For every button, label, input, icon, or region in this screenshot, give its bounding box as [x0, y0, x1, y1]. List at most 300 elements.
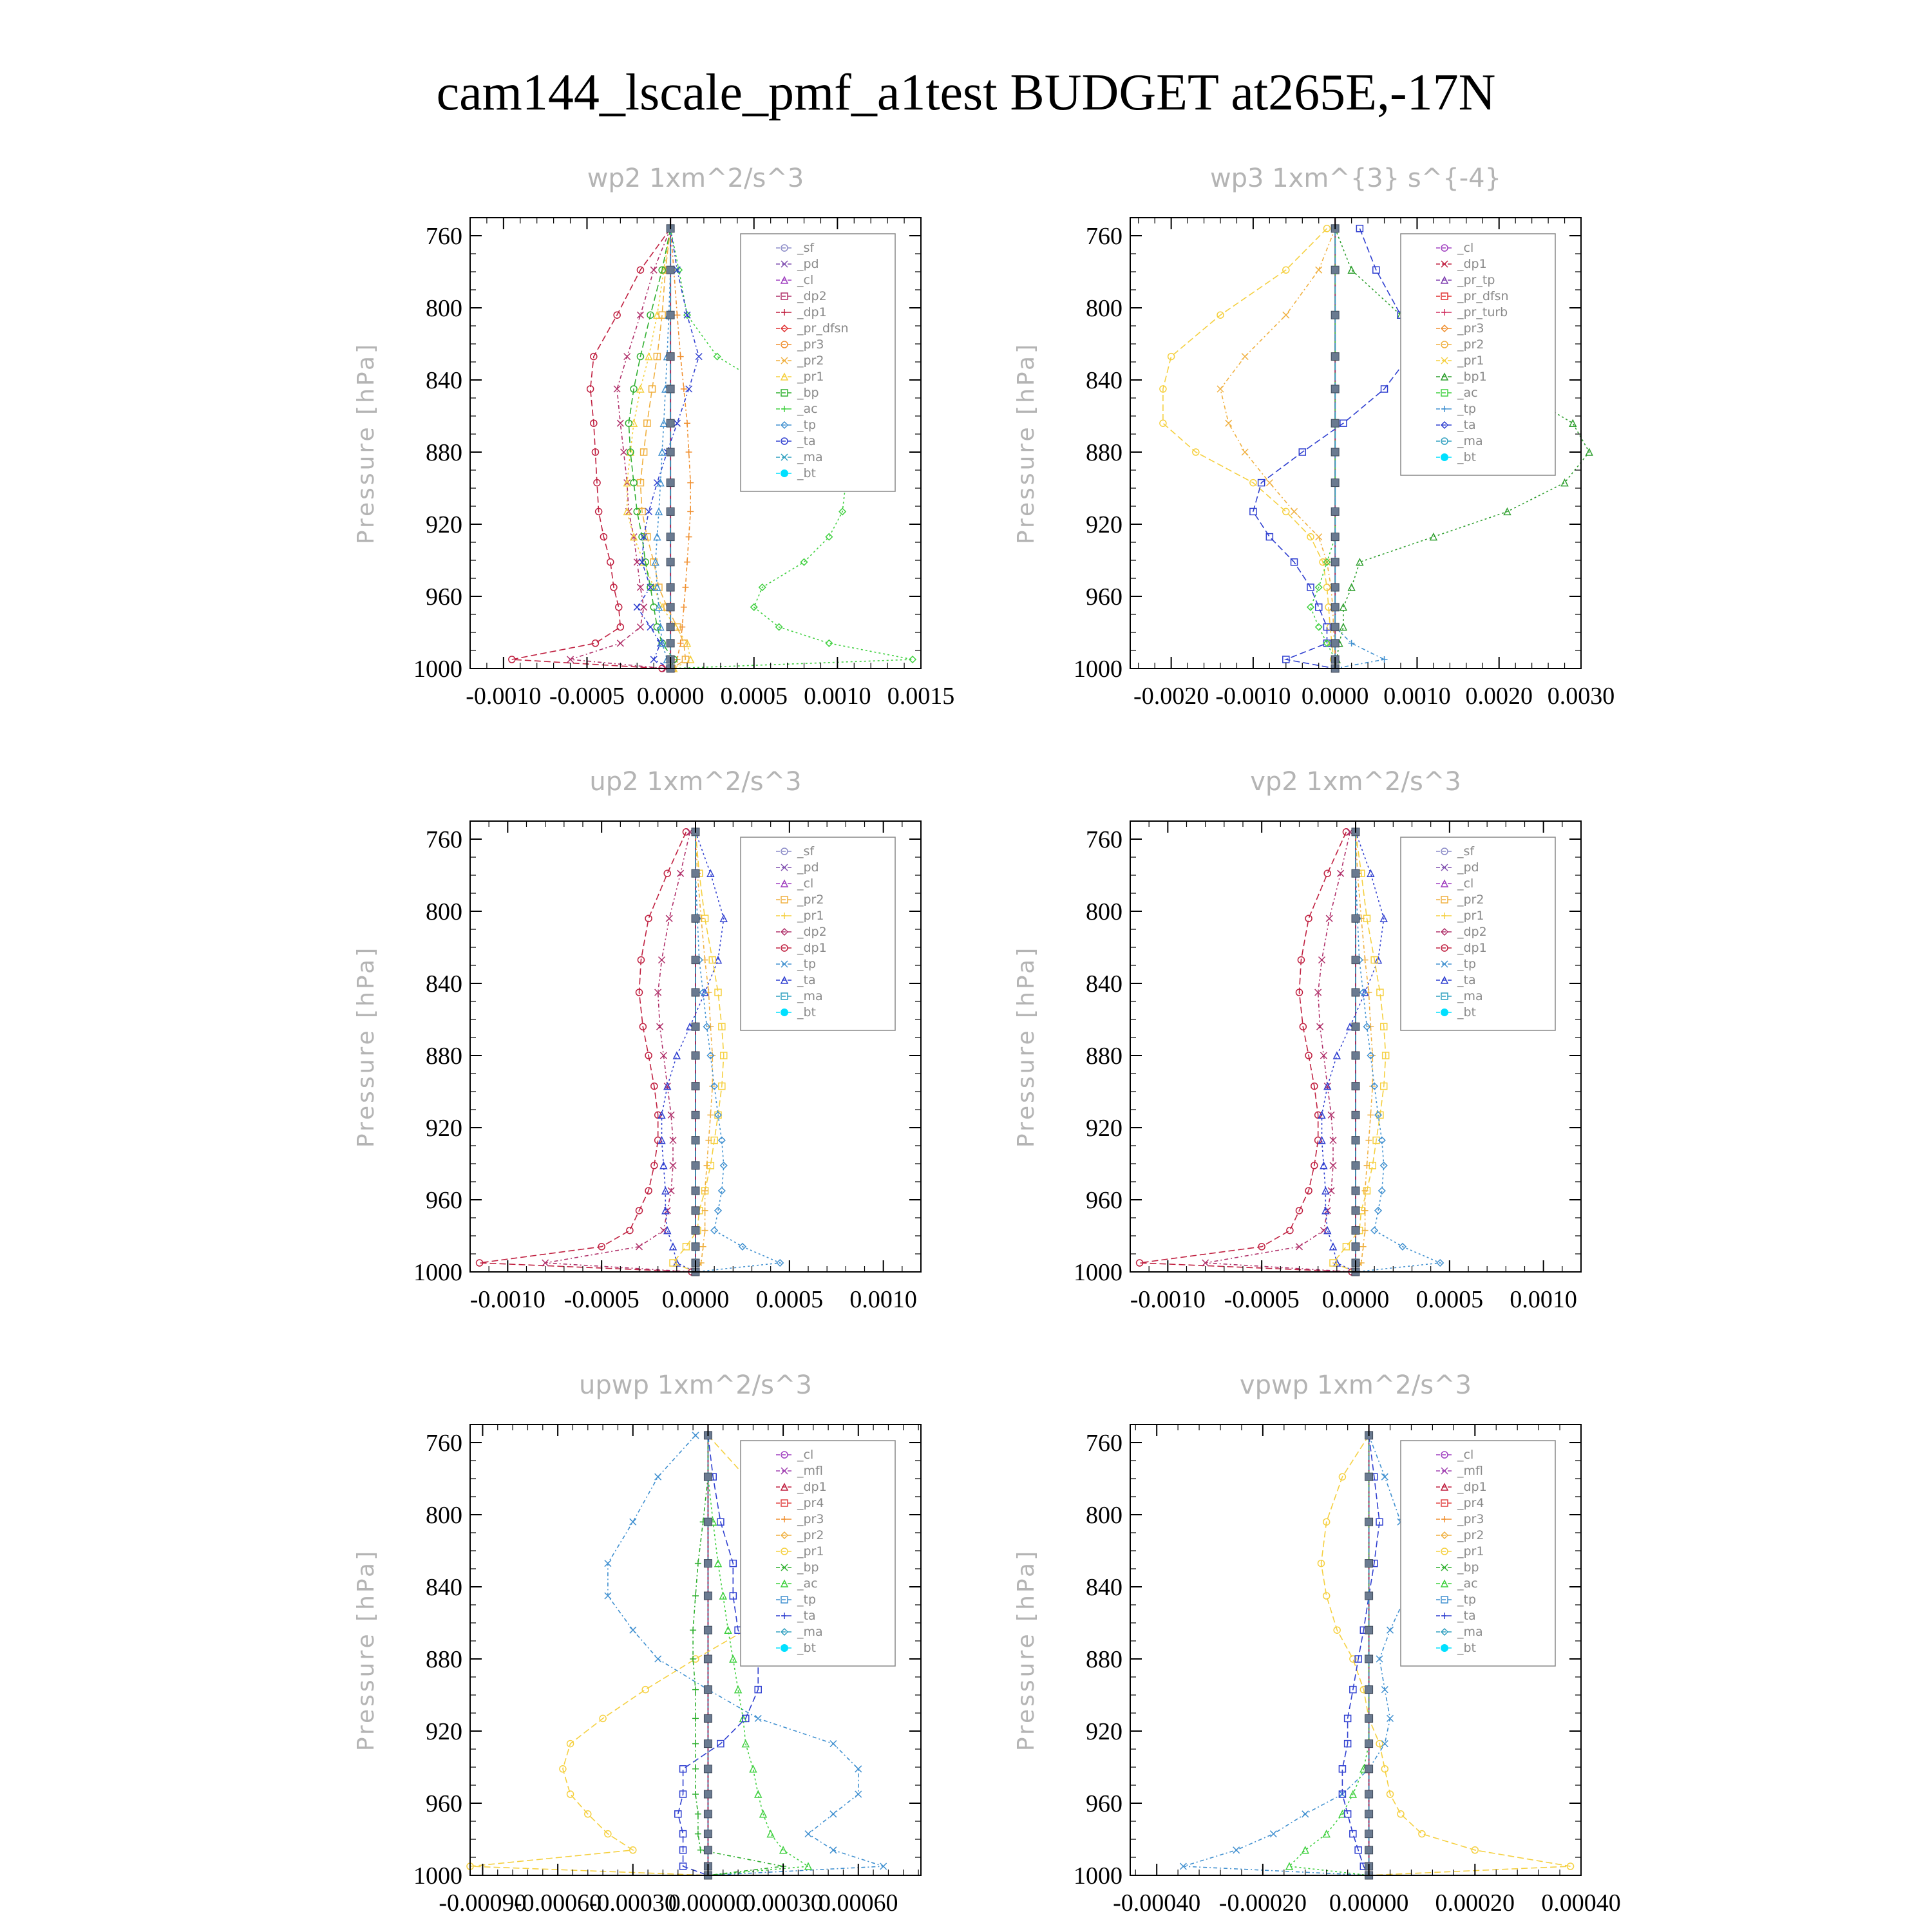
data-point: [1349, 584, 1355, 591]
y-tick-label: 1000: [413, 1862, 462, 1889]
legend-entry: _tp: [1457, 957, 1477, 971]
legend-entry: _cl: [797, 1448, 814, 1462]
y-tick-label: 840: [426, 971, 462, 998]
data-point: [674, 420, 680, 426]
legend: [1401, 234, 1555, 475]
y-tick-label: 1000: [413, 656, 462, 683]
data-point: [1331, 583, 1339, 591]
chart-panel-2: [1013, 164, 1615, 710]
data-point: [1397, 1811, 1404, 1817]
data-point: [1168, 354, 1175, 360]
y-axis-label: Pressure [hPa]: [1013, 945, 1039, 1148]
legend-entry: _ta: [797, 434, 816, 448]
y-tick-label: 920: [426, 511, 462, 538]
data-point: [1352, 1137, 1359, 1144]
legend-entry: _pr_dfsn: [797, 321, 849, 336]
data-point: [682, 584, 688, 591]
chart-panel-6: [1013, 1370, 1621, 1917]
x-tick-label: 0.0005: [755, 1286, 824, 1313]
data-point: [692, 1187, 699, 1195]
legend-entry: _dp2: [1457, 925, 1487, 939]
y-tick-label: 760: [426, 223, 462, 250]
data-point: [692, 1207, 699, 1215]
y-axis-label: Pressure [hPa]: [1013, 1548, 1039, 1752]
y-tick-label: 840: [1086, 971, 1122, 998]
data-point: [768, 1831, 774, 1837]
data-point: [1375, 957, 1381, 963]
data-point: [692, 1111, 699, 1119]
data-point: [1381, 1473, 1388, 1480]
data-point: [704, 1765, 712, 1773]
data-point: [667, 533, 674, 541]
y-tick-label: 880: [426, 1043, 462, 1070]
x-tick-label: 0.00020: [1435, 1889, 1515, 1917]
legend-entry: _cl: [797, 273, 814, 287]
x-tick-label: -0.0005: [564, 1286, 639, 1313]
data-point: [830, 1847, 837, 1853]
x-tick-label: 0.00040: [1541, 1889, 1621, 1917]
x-tick-label: 0.0000: [1321, 1286, 1390, 1313]
data-point: [1365, 1790, 1373, 1798]
data-point: [692, 914, 699, 922]
data-point: [1379, 1188, 1385, 1194]
legend-marker: [781, 1009, 788, 1016]
data-point: [1352, 1187, 1359, 1195]
data-point: [666, 915, 672, 922]
y-tick-label: 800: [426, 1502, 462, 1529]
x-tick-label: 0.00000: [668, 1889, 748, 1917]
data-point: [687, 508, 694, 515]
data-point: [1350, 1831, 1356, 1837]
series-dp1: [1137, 829, 1356, 1275]
chart-title: vp2 1xm^2/s^3: [1250, 767, 1461, 797]
data-point: [1352, 1227, 1359, 1235]
x-tick-label: 0.0000: [636, 683, 705, 710]
legend-entry: _pd: [1457, 860, 1479, 875]
data-point: [650, 267, 657, 273]
legend-entry: _pr_tp: [1457, 273, 1495, 287]
y-tick-label: 960: [426, 1790, 462, 1817]
legend: [1401, 837, 1555, 1030]
legend-entry: _ta: [797, 973, 816, 987]
data-point: [704, 1790, 712, 1798]
data-point: [1365, 1560, 1373, 1567]
data-point: [1376, 1656, 1383, 1662]
data-point: [1283, 508, 1289, 515]
chart-title: wp2 1xm^2/s^3: [587, 164, 804, 193]
data-point: [627, 1227, 633, 1234]
data-point: [1316, 624, 1322, 630]
x-tick-label: -0.00030: [589, 1889, 677, 1917]
data-point: [1331, 603, 1339, 611]
y-tick-label: 880: [1086, 439, 1122, 466]
data-point: [695, 1831, 701, 1837]
y-tick-label: 880: [426, 1646, 462, 1673]
x-tick-label: -0.00020: [1218, 1889, 1307, 1917]
data-point: [755, 1791, 761, 1797]
data-point: [1352, 1023, 1359, 1030]
y-tick-label: 960: [426, 1187, 462, 1214]
chart-title: wp3 1xm^{3} s^{-4}: [1209, 164, 1502, 193]
chart-title: vpwp 1xm^2/s^3: [1239, 1370, 1472, 1400]
data-point: [645, 508, 652, 515]
data-point: [1365, 1518, 1373, 1526]
data-point: [664, 870, 670, 876]
data-point: [1291, 508, 1298, 515]
data-point: [700, 1244, 706, 1250]
data-point: [704, 1655, 712, 1663]
x-tick-label: -0.00040: [1113, 1889, 1201, 1917]
chart-title: upwp 1xm^2/s^3: [579, 1370, 812, 1400]
data-point: [855, 1791, 862, 1797]
data-point: [667, 639, 674, 647]
legend-entry: _bt: [797, 1641, 817, 1655]
data-point: [1356, 225, 1363, 232]
x-tick-label: 0.0015: [887, 683, 955, 710]
data-point: [697, 1847, 704, 1853]
data-point: [1316, 604, 1322, 611]
series-ta: [1339, 1432, 1383, 1879]
series-tp: [1180, 1432, 1419, 1879]
data-point: [1419, 1831, 1425, 1837]
data-point: [704, 1626, 712, 1634]
y-tick-label: 760: [1086, 826, 1122, 853]
y-tick-label: 800: [426, 295, 462, 322]
data-point: [711, 1227, 717, 1234]
data-point: [667, 385, 674, 393]
data-point: [704, 1518, 712, 1526]
series-line: [1140, 832, 1352, 1272]
legend-entry: _tp: [1457, 402, 1477, 416]
data-point: [1316, 267, 1322, 273]
legend-entry: _ma: [1457, 434, 1483, 448]
data-point: [1352, 956, 1359, 964]
legend-entry: _pr2: [1457, 337, 1484, 352]
legend-entry: _pr2: [1457, 893, 1484, 907]
data-point: [690, 1627, 696, 1633]
legend-entry: _dp1: [1457, 1480, 1487, 1494]
data-point: [692, 1766, 699, 1772]
x-tick-label: 0.0005: [1416, 1286, 1484, 1313]
legend-entry: _pr1: [1457, 1544, 1484, 1558]
data-point: [1307, 604, 1314, 611]
data-point: [704, 1740, 712, 1748]
legend-entry: _tp: [797, 1593, 817, 1607]
data-point: [755, 1715, 761, 1721]
legend-entry: _ac: [797, 402, 818, 416]
legend-entry: _dp1: [797, 941, 827, 955]
data-point: [1352, 1052, 1359, 1059]
data-point: [1356, 559, 1363, 565]
x-tick-label: -0.00090: [439, 1889, 527, 1917]
y-tick-label: 1000: [1074, 656, 1122, 683]
data-point: [1352, 869, 1359, 877]
series-tp: [1332, 225, 1387, 672]
data-point: [1233, 1847, 1240, 1853]
x-tick-label: 0.0000: [661, 1286, 730, 1313]
y-axis-label: Pressure [hPa]: [353, 1548, 379, 1752]
data-point: [805, 1863, 811, 1870]
x-tick-label: -0.0010: [466, 683, 542, 710]
y-tick-label: 960: [1086, 1790, 1122, 1817]
data-point: [707, 870, 714, 876]
data-point: [1365, 1686, 1373, 1694]
data-point: [702, 1188, 708, 1194]
y-axis-label: Pressure [hPa]: [353, 945, 379, 1148]
data-point: [1242, 354, 1248, 360]
data-point: [830, 1811, 837, 1817]
data-point: [1331, 533, 1339, 541]
data-point: [1365, 1592, 1373, 1600]
data-point: [667, 311, 674, 319]
x-tick-label: -0.0010: [1215, 683, 1291, 710]
legend-entry: _pd: [797, 257, 819, 271]
x-tick-label: 0.0005: [720, 683, 788, 710]
data-point: [1352, 1162, 1359, 1170]
legend-entry: _ma: [797, 450, 823, 464]
data-point: [1331, 419, 1339, 427]
data-point: [1324, 870, 1331, 876]
data-point: [692, 1741, 699, 1747]
legend-entry: _ac: [1457, 386, 1478, 400]
x-tick-label: 0.0010: [1383, 683, 1451, 710]
legend-entry: _sf: [797, 844, 815, 858]
data-point: [1365, 1810, 1373, 1818]
data-point: [1365, 1626, 1373, 1634]
series-line: [480, 832, 692, 1272]
data-point: [805, 1831, 811, 1837]
data-point: [1302, 1811, 1309, 1817]
data-point: [1160, 420, 1166, 426]
figure-title: cam144_lscale_pmf_a1test BUDGET at265E,-17N: [436, 64, 1496, 121]
legend-marker: [1441, 1644, 1448, 1652]
legend-entry: _pr2: [797, 354, 824, 368]
series-line: [1335, 229, 1384, 668]
legend-entry: _ac: [1457, 1577, 1478, 1591]
data-point: [637, 624, 643, 630]
data-point: [1242, 449, 1248, 455]
y-tick-label: 960: [1086, 583, 1122, 611]
data-point: [630, 1519, 636, 1525]
data-point: [692, 1715, 699, 1721]
y-tick-label: 840: [426, 367, 462, 394]
data-point: [730, 1656, 736, 1662]
data-point: [1352, 1111, 1359, 1119]
legend-entry: _pr2: [1457, 1528, 1484, 1542]
x-tick-label: 0.0010: [804, 683, 871, 710]
data-point: [1330, 1162, 1336, 1169]
data-point: [655, 1473, 661, 1480]
data-point: [1331, 623, 1339, 631]
data-point: [692, 1243, 699, 1251]
legend-entry: _bt: [797, 1005, 817, 1019]
y-tick-label: 1000: [1074, 1259, 1122, 1286]
legend-entry: _dp1: [1457, 941, 1487, 955]
data-point: [704, 1810, 712, 1818]
legend-entry: _cl: [1457, 241, 1474, 255]
x-tick-label: 0.0030: [1547, 683, 1615, 710]
data-point: [704, 1714, 712, 1722]
data-point: [855, 1766, 862, 1772]
data-point: [695, 1560, 701, 1567]
legend-entry: _dp1: [797, 1480, 827, 1494]
legend-entry: _bt: [1457, 1005, 1477, 1019]
data-point: [674, 1052, 680, 1059]
data-point: [624, 354, 630, 360]
series-dp2: [542, 829, 697, 1275]
data-point: [1349, 640, 1355, 647]
legend-entry: _cl: [1457, 876, 1474, 891]
legend: [1401, 1441, 1555, 1666]
x-tick-label: 0.0010: [849, 1286, 917, 1313]
data-point: [687, 480, 694, 486]
data-point: [637, 312, 643, 318]
data-point: [658, 480, 664, 486]
data-point: [667, 558, 674, 566]
x-tick-label: 0.00030: [743, 1889, 823, 1917]
data-point: [692, 1052, 699, 1059]
data-point: [1352, 989, 1359, 996]
data-point: [1365, 1740, 1373, 1748]
data-point: [704, 1162, 710, 1169]
data-point: [642, 1687, 649, 1693]
legend-entry: _bp: [797, 386, 819, 400]
data-point: [677, 354, 684, 360]
data-point: [1367, 870, 1374, 876]
legend-entry: _dp2: [797, 289, 827, 303]
data-point: [692, 1791, 699, 1797]
y-tick-label: 760: [1086, 1430, 1122, 1457]
y-tick-label: 920: [1086, 1115, 1122, 1142]
data-point: [1352, 1243, 1359, 1251]
data-point: [1331, 353, 1339, 361]
legend-entry: _mfl: [797, 1464, 823, 1478]
legend-entry: _ta: [1457, 973, 1476, 987]
data-point: [684, 559, 690, 565]
data-point: [1316, 534, 1322, 540]
data-point: [674, 312, 680, 318]
data-point: [1340, 624, 1347, 630]
data-point: [567, 1791, 574, 1797]
legend-entry: _mfl: [1457, 1464, 1483, 1478]
series-dp1: [509, 225, 674, 672]
series-line: [1220, 229, 1335, 668]
data-point: [1569, 420, 1576, 426]
y-tick-label: 920: [426, 1115, 462, 1142]
data-point: [655, 1656, 661, 1662]
data-point: [1266, 480, 1273, 486]
legend-entry: _sf: [797, 241, 815, 255]
data-point: [1320, 1162, 1327, 1169]
data-point: [1365, 1765, 1373, 1773]
data-point: [1352, 1083, 1359, 1090]
y-tick-label: 960: [426, 583, 462, 611]
x-tick-label: -0.0005: [1224, 1286, 1300, 1313]
legend-entry: _bt: [1457, 1641, 1477, 1655]
legend-marker: [1441, 1009, 1448, 1016]
data-point: [1331, 479, 1339, 487]
data-point: [667, 507, 674, 515]
data-point: [690, 1656, 696, 1662]
y-tick-label: 920: [1086, 1718, 1122, 1745]
x-tick-label: -0.0020: [1133, 683, 1209, 710]
legend-marker: [1441, 453, 1448, 461]
data-point: [880, 1863, 887, 1870]
legend-entry: _dp1: [797, 305, 827, 319]
series-dp1: [477, 829, 696, 1275]
legend-entry: _pr3: [1457, 1512, 1484, 1526]
data-point: [704, 1686, 712, 1694]
data-point: [1365, 1830, 1373, 1838]
legend-entry: _ac: [797, 1577, 818, 1591]
legend-entry: _sf: [1457, 844, 1475, 858]
data-point: [664, 1227, 670, 1234]
series-line: [1163, 229, 1335, 668]
data-point: [616, 604, 622, 611]
series-dp2: [1202, 829, 1357, 1275]
y-axis-label: Pressure [hPa]: [1013, 341, 1039, 545]
data-point: [1305, 915, 1312, 922]
chart-title: up2 1xm^2/s^3: [589, 767, 802, 797]
data-point: [692, 1137, 699, 1144]
data-point: [1365, 1846, 1373, 1854]
data-point: [684, 420, 690, 426]
data-point: [647, 624, 654, 630]
data-point: [1331, 385, 1339, 393]
legend-entry: _bp: [797, 1560, 819, 1575]
data-point: [1365, 1714, 1373, 1722]
y-tick-label: 800: [1086, 1502, 1122, 1529]
legend-entry: _pr3: [797, 1512, 824, 1526]
data-point: [715, 1208, 721, 1214]
legend-entry: _ma: [1457, 1625, 1483, 1639]
data-point: [707, 1112, 714, 1118]
data-point: [692, 1593, 699, 1599]
data-point: [1371, 1227, 1378, 1234]
data-point: [830, 1741, 837, 1747]
legend-entry: _pr1: [1457, 354, 1484, 368]
x-tick-label: 0.00060: [819, 1889, 898, 1917]
data-point: [1326, 915, 1332, 922]
data-point: [1352, 914, 1359, 922]
data-point: [692, 1023, 699, 1030]
data-point: [677, 870, 684, 876]
data-point: [725, 1627, 732, 1633]
data-point: [667, 623, 674, 631]
legend-entry: _tp: [797, 957, 817, 971]
x-tick-label: -0.0005: [549, 683, 625, 710]
data-point: [702, 1227, 708, 1234]
data-point: [692, 956, 699, 964]
data-point: [1381, 656, 1388, 663]
x-tick-label: 0.0000: [1301, 683, 1369, 710]
y-tick-label: 1000: [413, 1259, 462, 1286]
data-point: [1367, 1112, 1374, 1118]
data-point: [1287, 1227, 1293, 1234]
series-line: [1183, 1435, 1416, 1875]
data-point: [692, 1227, 699, 1235]
legend-entry: _pr_dfsn: [1457, 289, 1509, 303]
legend-entry: _pr2: [797, 893, 824, 907]
data-point: [704, 1846, 712, 1854]
legend-entry: _pr1: [1457, 909, 1484, 923]
legend-entry: _ma: [1457, 989, 1483, 1003]
data-point: [667, 353, 674, 361]
data-point: [692, 1083, 699, 1090]
data-point: [1365, 1655, 1373, 1663]
legend-entry: _bp: [1457, 1560, 1479, 1575]
data-point: [667, 266, 674, 274]
